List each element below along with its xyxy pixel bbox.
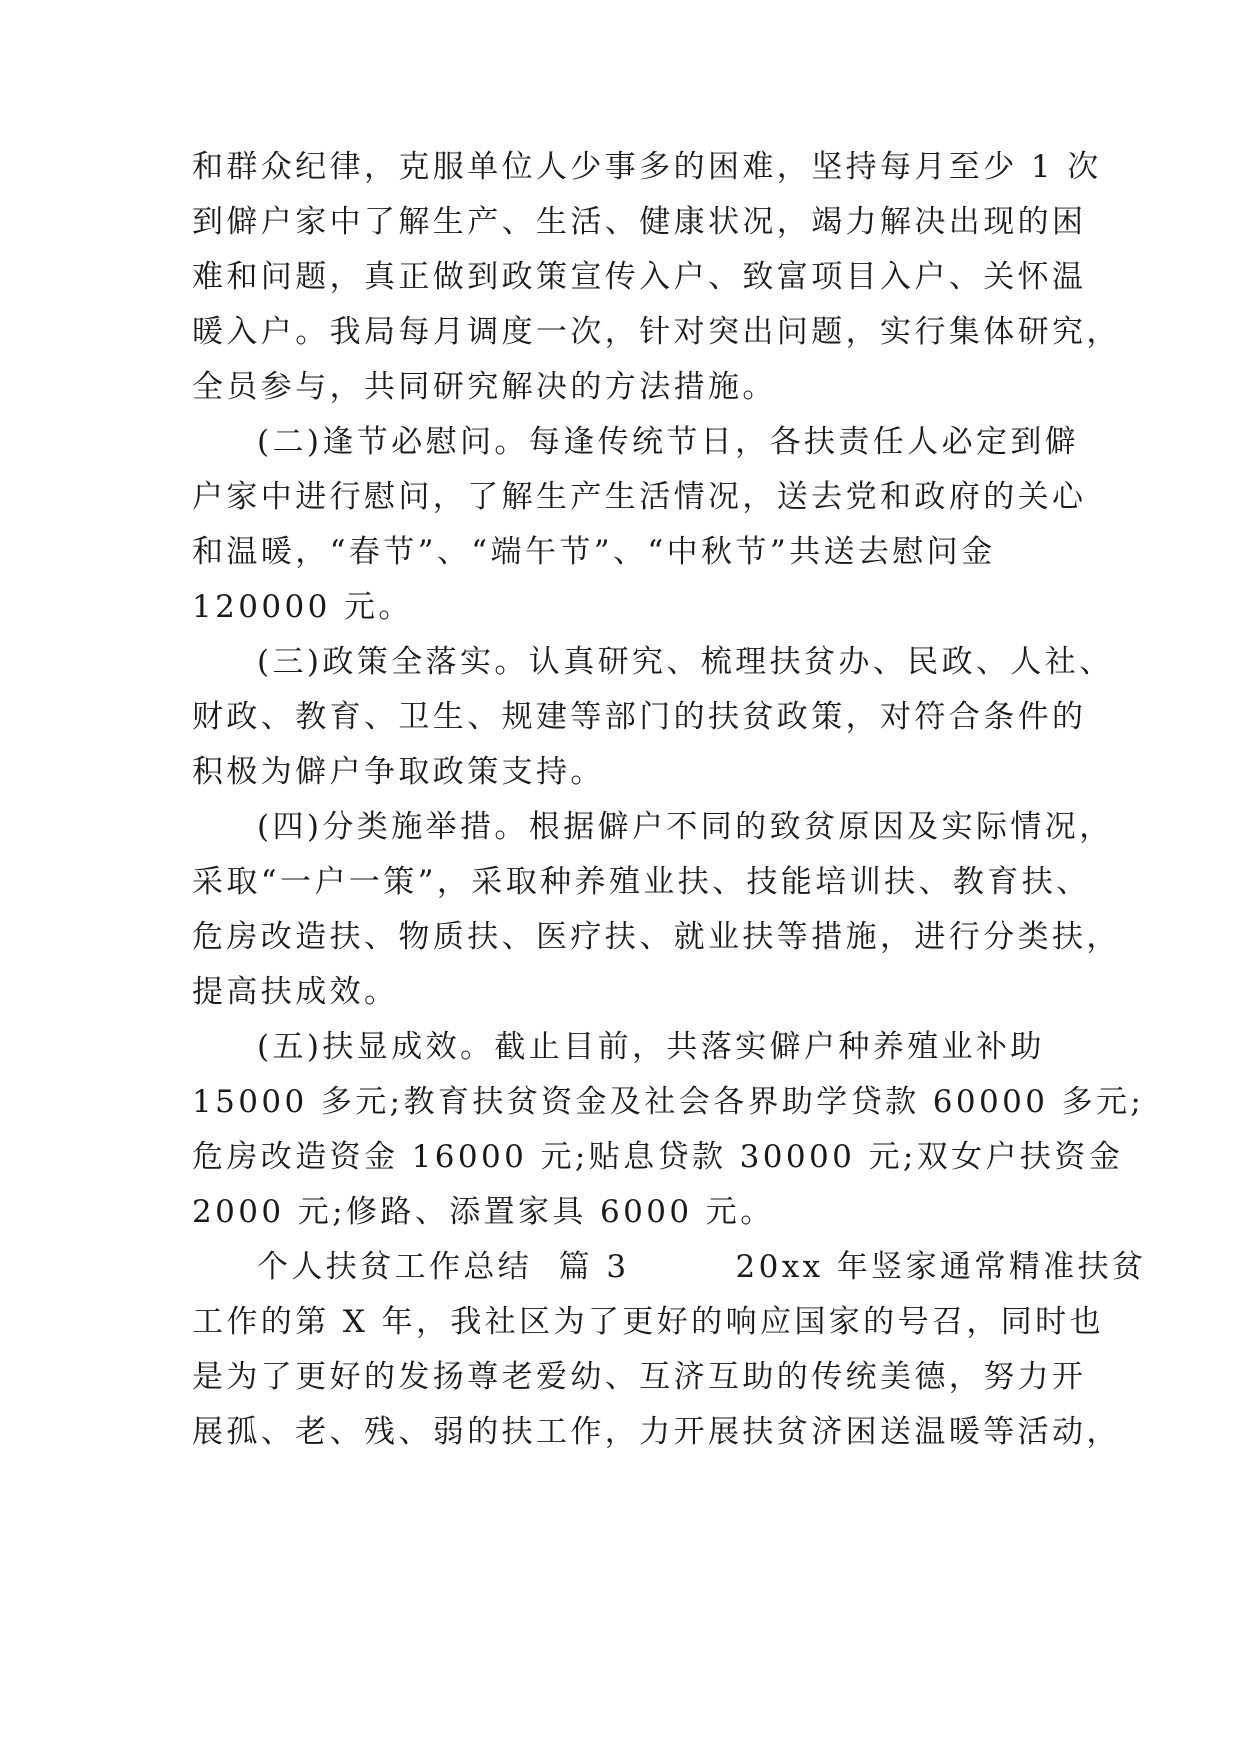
text-line: 15000 多元;教育扶贫资金及社会各界助学贷款 60000 多元; [192, 1084, 1145, 1120]
text-line: 暖入户。我局每月调度一次，针对突出问题，实行集体研究， [192, 314, 1121, 350]
paragraph-start-line: (二)逢节必慰问。每逢传统节日，各扶责任人必定到僻 [257, 424, 1080, 460]
text-line: 全员参与，共同研究解决的方法措施。 [192, 369, 777, 405]
text-line: 和群众纪律，克服单位人少事多的困难，坚持每月至少 1 次 [192, 149, 1102, 185]
paragraph-start-line: (五)扶显成效。截止目前，共落实僻户种养殖业补助 [257, 1029, 1045, 1065]
text-line: 到僻户家中了解生产、生活、健康状况，竭力解决出现的困 [192, 204, 1087, 240]
text-line: 危房改造资金 16000 元;贴息贷款 30000 元;双女户扶资金 [192, 1139, 1124, 1175]
text-line: 2000 元;修路、添置家具 6000 元。 [192, 1194, 775, 1230]
text-line: 户家中进行慰问，了解生产生活情况，送去党和政府的关心 [192, 479, 1087, 515]
text-line: 120000 元。 [192, 589, 413, 625]
section-heading-line: 个人扶贫工作总结 篇 3 20xx 年竖家通常精准扶贫 [257, 1249, 1147, 1285]
text-line: 危房改造扶、物质扶、医疗扶、就业扶等措施，进行分类扶， [192, 919, 1121, 955]
text-line: 展孤、老、残、弱的扶工作，力开展扶贫济困送温暖等活动， [192, 1414, 1121, 1450]
text-line: 提高扶成效。 [192, 974, 399, 1010]
text-line: 工作的第 X 年，我社区为了更好的响应国家的号召，同时也 [192, 1304, 1104, 1340]
text-line: 积极为僻户争取政策支持。 [192, 754, 605, 790]
paragraph-start-line: (三)政策全落实。认真研究、梳理扶贫办、民政、人社、 [257, 644, 1114, 680]
text-line: 难和问题，真正做到政策宣传入户、致富项目入户、关怀温 [192, 259, 1087, 295]
text-line: 和温暖，“春节”、“端午节”、“中秋节”共送去慰问金 [192, 534, 996, 570]
paragraph-start-line: (四)分类施举措。根据僻户不同的致贫原因及实际情况， [257, 809, 1114, 845]
text-line: 财政、教育、卫生、规建等部门的扶贫政策，对符合条件的 [192, 699, 1087, 735]
text-line: 是为了更好的发扬尊老爱幼、互济互助的传统美德，努力开 [192, 1359, 1087, 1395]
text-line: 采取“一户一策”，采取种养殖业扶、技能培训扶、教育扶、 [192, 864, 1091, 900]
